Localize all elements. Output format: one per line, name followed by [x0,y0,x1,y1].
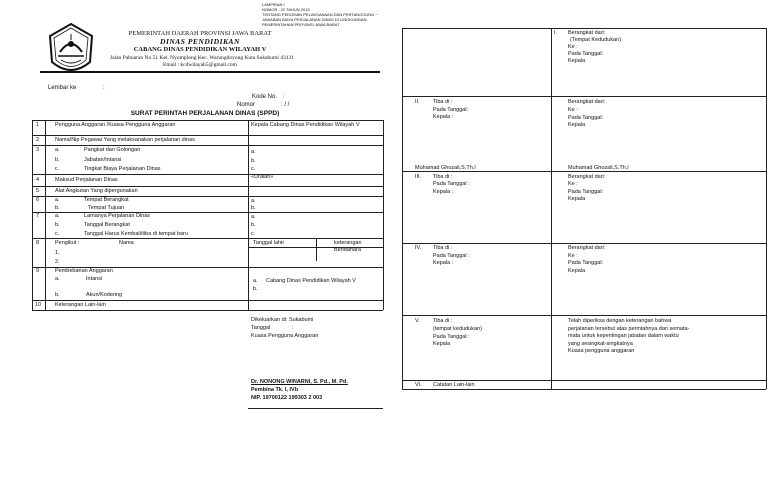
row-value: b. [251,158,256,164]
row-number: 7 [36,213,40,219]
date-label: Pada Tanggal : [433,181,470,187]
verification-note: perjalanan tersebut atas perintahnya dan semata- [568,326,690,332]
bottom-rule [248,408,383,409]
destination-label: Ke : [568,107,578,113]
issued-place: Dikeluarkan di: Sukabumi [251,317,314,323]
date-label: Pada Tanggal: [433,107,469,113]
nomor-label: Nomor [237,102,256,108]
head-label: Kepala : [433,114,454,120]
row-number: 6 [36,197,40,203]
date-label: Pada Tanggal: [568,51,604,57]
issued-role: Kuasa Pengguna Anggaran [251,333,319,339]
head-label: Kepala [568,196,586,202]
row-label: Tanggal Harus Kembali/tiba di tempat baru [84,231,188,237]
row-sub-letter: c. [55,231,60,237]
signatory-rank: Pembina Tk. I, IVb [251,387,299,393]
row-label: Tanggal Berangkat [84,222,130,228]
destination-label: Ke : [568,181,578,187]
row-label: Keterangan Lain-lain [55,302,106,308]
notes-label: Catatan Lain-lain [433,382,475,388]
arrival-label: Tiba di : [433,318,453,324]
row-sub-letter: b. [55,222,60,228]
row-sub-letter: b. [55,292,60,298]
row-value: a. [251,149,256,155]
verification-note: mata untuk kepentingan jabatan dalam waktu [568,333,679,339]
arrival-label: Tiba di : [433,174,453,180]
row-value: Cabang Dinas Pendidikan Wilayah V [266,278,356,284]
row-label: Pengguna Anggaran /Kuasa Pengguna Anggaran [55,122,176,128]
row-label: Pembebanan Anggaran [55,268,113,274]
table-divider [248,120,249,310]
row-line [248,247,383,248]
lampiran-line: NOMOR : 22 TAHUN 2013 [262,7,310,12]
table-border [402,28,403,389]
row-number: 8 [36,240,40,246]
row-line [402,28,766,29]
verification-role: Kuasa pengguna anggaran [568,348,635,354]
row-sub-letter: b. [253,286,258,292]
row-number: 4 [36,177,40,183]
doc-title: SURAT PERINTAH PERJALANAN DINAS (SPPD) [130,110,280,117]
destination-label: Ke : [568,44,578,50]
head-label: Kepala [568,122,586,128]
dept-name: DINAS PENDIDIKAN [160,37,240,46]
row-sub-letter: b. [55,205,60,211]
lampiran-line: PEMERINTAHAN PROVINSI JAWA BARAT [262,22,340,27]
column-header: keterangan [334,240,362,246]
row-label: Akun/Kodering [86,292,123,298]
issued-date-colon: : [292,325,294,331]
row-number: 5 [36,188,40,194]
section-number: II. [415,99,420,105]
table-divider [551,28,552,389]
signatory-name: Dr. NONONG WINARNI, S. Pd., M. Pd. [251,379,348,385]
table-border [766,28,767,389]
row-number: 9 [36,268,40,274]
head-label: Kepala : [433,260,454,266]
table-divider [45,120,46,310]
gov-name: PEMERINTAH DAERAH PROVINSI JAWA BARAT [128,30,272,37]
row-line [402,243,766,244]
row-line [402,315,766,316]
date-label: Pada Tanggal: [568,260,604,266]
row-label: Tingkat Biaya Perjalanan Dinas [84,166,161,172]
header-rule [40,71,380,73]
row-sub-letter: c. [55,166,60,172]
section-number: V. [415,318,420,324]
row-line [32,120,383,121]
follower-number: 1. [55,250,60,256]
arrival-label: Tiba di : [433,99,453,105]
row-label: Pengikut : [55,240,80,246]
departure-label: Berangkat dari: [568,174,606,180]
signatory-name: Muhamad Ghozali,S.Th.I [568,165,629,171]
row-number: 3 [36,147,40,153]
row-label: Maksud Perjalanan Dinas [55,177,118,183]
signatory-name: Muhamad Ghozali,S.Th.I [415,165,476,171]
row-sub-letter: a. [55,147,60,153]
section-number: IV. [415,245,422,251]
row-value: Kepala Cabang Dinas Pendidikan Wilayah V [251,122,360,128]
lampiran-line: JAWABAN BIAYA PERJALANAN DINAS DI LINGKUNGAN [262,17,367,22]
origin-place: (tempat kedudukan) [433,326,482,332]
row-value: «Uraian» [251,174,274,180]
section-number: I. [554,30,558,36]
head-label: Kepala [568,58,586,64]
verification-note: Telah diperiksa dengan keterangan bahwa [568,318,672,324]
kode-colon: : [283,94,285,100]
row-line [402,389,766,390]
lampiran-line: LAMPIRAN I [262,2,285,7]
row-sub-letter: a. [55,197,60,203]
row-value: a. [251,198,256,204]
row-label: Intansi [86,276,103,282]
nomor-value: : / / [281,102,290,108]
departure-label: Berangkat dari: [568,99,606,105]
branch-name: CABANG DINAS PENDIDIKAN WILAYAH V [133,46,267,53]
row-sub-letter: a. [55,276,60,282]
table-border [383,120,384,310]
row-line [32,174,383,175]
section-number: VI. [415,382,422,388]
date-label: Pada Tanggal : [433,253,470,259]
lampiran-block [262,2,392,27]
row-line [402,380,766,381]
origin-place: (Tempat Kedudukan) [570,37,622,43]
row-sub-letter: b. [55,157,60,163]
section-number: III. [415,174,422,180]
row-value: a. [251,214,256,220]
row-label: Lamanya Perjalanan Dinas [84,213,151,219]
issued-date-label: Tanggal [251,325,271,331]
verification-note: yang sesingkat-singkatnya [568,341,633,347]
lembar-label: Lembar ke [48,85,77,91]
lampiran-line: TENTANG PEDOMAN PELAKSANAAN DAN PERTANGGUNG ~ [262,12,378,17]
head-label: Kepala : [433,189,454,195]
arrival-label: Tiba di : [433,245,453,251]
row-value: c. [251,231,256,237]
column-header: Nama [119,240,134,246]
row-line [32,135,383,136]
address: Jalan Pabuaran No.51 Kel. Nyomplong Kec. Warungdoyong Kota Sukabumi 43131 [110,55,294,61]
row-label: Jabatan/Intansi [84,157,122,163]
row-label: Tempat Berangkat [84,197,129,203]
departure-label: Berangkat dari: [568,245,606,251]
row-label: Pangkat dan Golongan [84,147,141,153]
row-number: 1 [36,122,40,128]
kode-label: Kode No. [252,94,278,100]
follower-number: 2. [55,259,60,265]
column-header: Tanggal lahir [253,240,285,246]
row-line [32,238,383,239]
row-label: Tempat Tujuan [88,205,125,211]
row-line [32,186,383,187]
lembar-colon: : [103,85,105,91]
date-label: Pada Tanggal: [568,189,604,195]
bendahara-label: Bendahara [334,247,361,253]
email: Email : kcdwilayah5@gmail.com [163,62,237,68]
row-label: Nama/Nip Pegawai Yang melaksanakan perjalanan dinas [55,137,195,143]
signatory-nip: NIP. 19700122 199303 2 003 [251,395,323,401]
row-sub-letter: a. [55,213,60,219]
departure-label: Berangkat dari: [568,30,606,36]
row-sub-letter: a. [253,278,258,284]
date-label: Pada Tanggal: [568,115,604,121]
table-border [32,120,33,310]
head-label: Kepala [568,268,586,274]
row-line [32,145,383,146]
table-divider [316,238,317,261]
row-line [32,300,383,301]
row-line [402,96,766,97]
row-value: b. [251,205,256,211]
date-label: Pada Tanggal : [433,334,470,340]
row-line [32,310,383,311]
row-label: Alat Angkutan Yang dipergunakan [55,188,138,194]
head-label: Kepala [433,341,451,347]
destination-label: Ke : [568,253,578,259]
row-value: b. [251,222,256,228]
row-number: 2 [36,137,40,143]
row-number: 10 [35,302,42,308]
row-value: c. [251,166,256,172]
